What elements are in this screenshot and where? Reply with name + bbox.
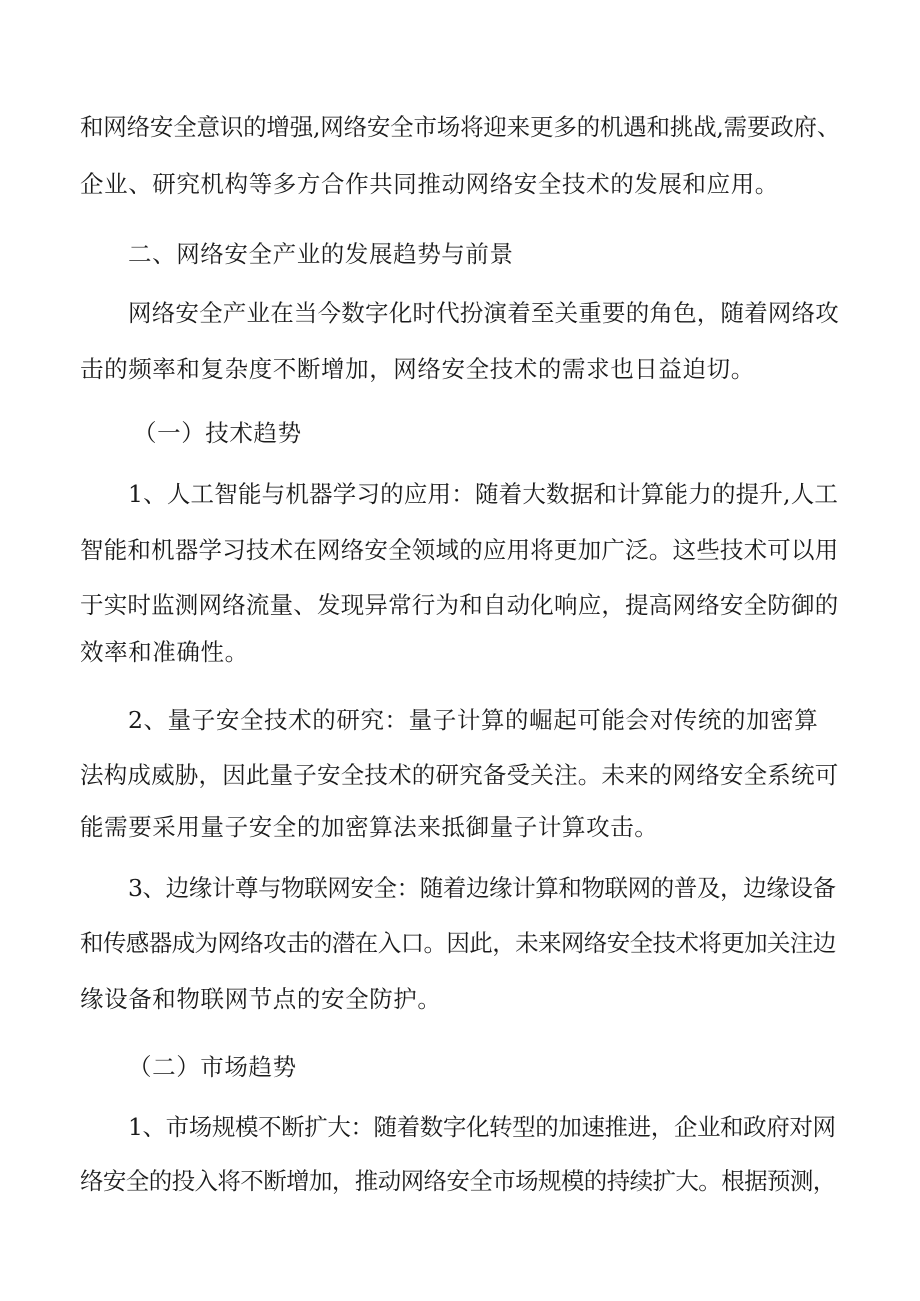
paragraph-line: 和传感器成为网络攻击的潜在入口。因此，未来网络安全技术将更加关注边 bbox=[80, 929, 836, 957]
paragraph-line: 网络安全产业在当今数字化时代扮演着至关重要的角色，随着网络攻 bbox=[128, 299, 839, 327]
paragraph-line: 1、市场规模不断扩大：随着数字化转型的加速推进，企业和政府对网 bbox=[128, 1113, 836, 1141]
paragraph-line: 3、边缘计尊与物联网安全：随着边缘计算和物联网的普及，边缘设备 bbox=[128, 874, 836, 902]
subsection-heading: （一）技术趋势 bbox=[133, 419, 302, 447]
paragraph-line: 和网络安全意识的增强,网络安全市场将迎来更多的机遇和挑战,需要政府、 bbox=[80, 113, 841, 141]
paragraph-line: 法构成威胁，因此量子安全技术的研究备受关注。未来的网络安全系统可 bbox=[80, 761, 839, 789]
paragraph-line: 于实时监测网络流量、发现异常行为和自动化响应，提高网络安全防御的 bbox=[80, 591, 839, 619]
paragraph-line: 络安全的投入将不断增加，推动网络安全市场规模的持续扩大。根据预测， bbox=[80, 1167, 836, 1195]
paragraph-line: 2、量子安全技术的研究：量子计算的崛起可能会对传统的加密算 bbox=[128, 706, 819, 734]
paragraph-line: 1、人工智能与机器学习的应用：随着大数据和计算能力的提升,人工 bbox=[128, 480, 839, 508]
subsection-heading: （二）市场趋势 bbox=[128, 1053, 297, 1081]
paragraph-line: 能需要采用量子安全的加密算法来抵御量子计算攻击。 bbox=[80, 813, 659, 841]
section-heading: 二、网络安全产业的发展趋势与前景 bbox=[128, 240, 514, 268]
paragraph-line: 击的频率和复杂度不断增加，网络安全技术的需求也日益迫切。 bbox=[80, 355, 755, 383]
paragraph-line: 企业、研究机构等多方合作共同推动网络安全技术的发展和应用。 bbox=[80, 170, 779, 198]
paragraph-line: 缘设备和物联网节点的安全防护。 bbox=[80, 985, 442, 1013]
paragraph-line: 效率和准确性。 bbox=[80, 638, 249, 666]
paragraph-line: 智能和机器学习技术在网络安全领域的应用将更加广泛。这些技术可以用 bbox=[80, 536, 839, 564]
